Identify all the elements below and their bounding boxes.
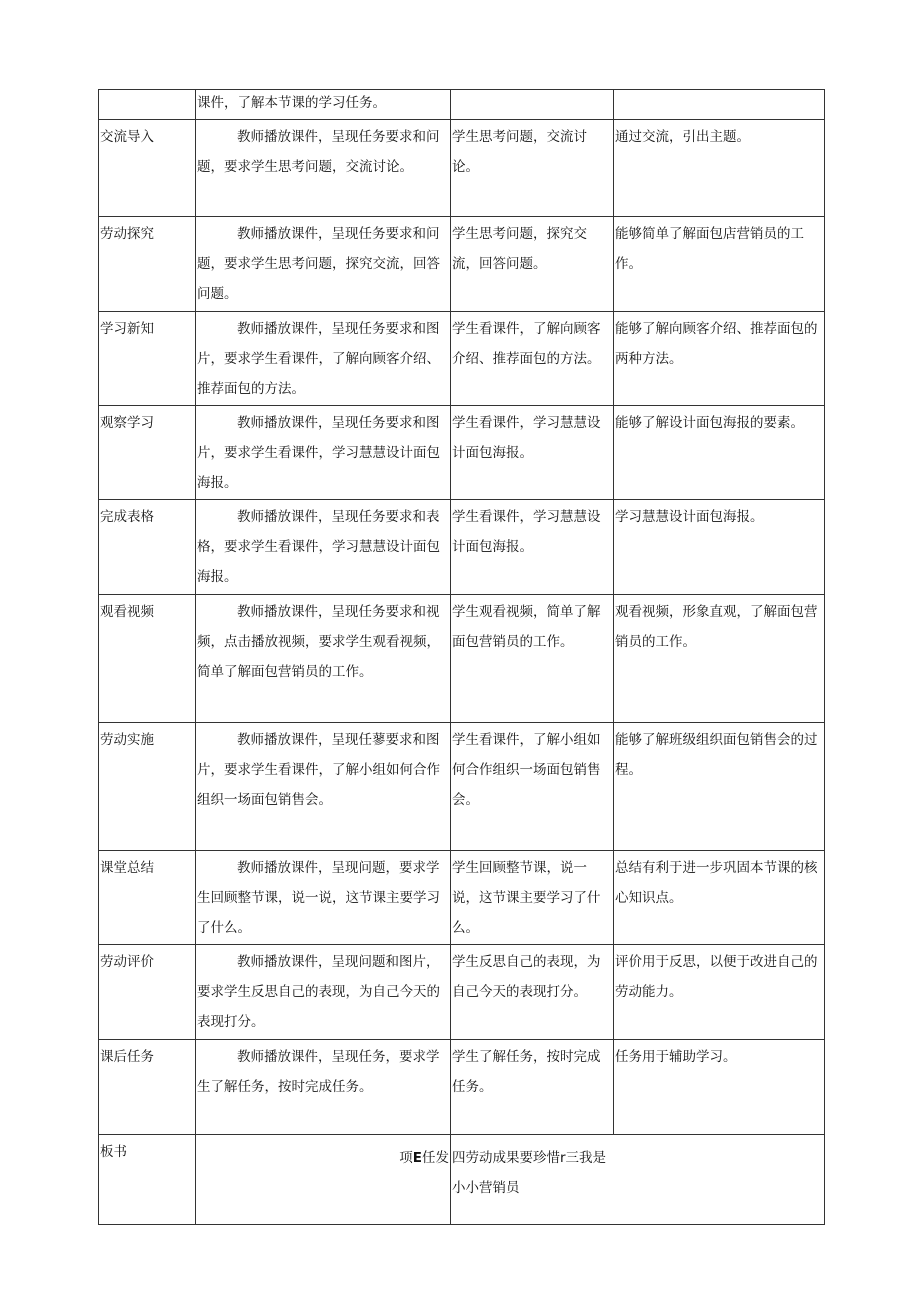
table-row [99,1040,825,1135]
design-intent-cell: 总结有利于进一步巩固本节课的核心知识点。 [614,851,825,945]
teacher-activity-cell: 教师播放课件，呈现任务要求和图片，要求学生看课件，了解向顾客介绍、推荐面包的方法。 [197,321,440,397]
design-intent-cell: 通过交流，引出主题。 [614,120,825,217]
table-row [99,90,825,120]
teacher-activity-cell: 教师播放课件，呈现任务要求和问题，要求学生思考问题，交流讨论。 [197,129,440,175]
student-activity-cell: 学生回顾整节课，说一说，这节课主要学习了什么。 [451,851,614,945]
student-activity-cell: 学生看课件，了解小组如何合作组织一场面包销售会。 [451,723,614,851]
table-row [99,120,825,217]
table-row [99,500,825,595]
teacher-activity-cell: 教师播放课件，呈现任务，要求学生了解任务，按时完成任务。 [197,1049,440,1095]
teacher-activity-cell: 教师播放课件，呈现问题，要求学生回顾整节课，说一说，这节课主要学习了什么。 [197,860,440,936]
student-activity-cell: 学生了解任务，按时完成任务。 [451,1040,614,1135]
stage-cell: 完成表格 [99,500,196,595]
table-row [99,723,825,851]
design-intent-cell: 观看视频，形象直观，了解面包营销员的工作。 [614,595,825,723]
student-activity-cell: 学生看课件，学习慧慧设计面包海报。 [451,406,614,500]
table-row [99,217,825,312]
stage-cell: 劳动实施 [99,723,196,851]
design-intent-cell: 能够了解设计面包海报的要素。 [614,406,825,500]
board-writing-row [99,1135,825,1225]
stage-cell: 劳动评价 [99,945,196,1040]
board-left-prefix: 项 [399,1150,413,1166]
design-intent-cell: 任务用于辅助学习。 [614,1040,825,1135]
stage-cell: 观察学习 [99,406,196,500]
stage-cell: 劳动探究 [99,217,196,312]
student-activity-cell: 学生反思自己的表现，为自己今天的表现打分。 [451,945,614,1040]
stage-cell: 课后任务 [99,1040,196,1135]
design-intent-cell: 评价用于反思，以便于改进自己的劳动能力。 [614,945,825,1040]
board-writing-left [196,1135,451,1225]
teacher-activity-cell: 教师播放课件，呈现任务要求和图片，要求学生看课件，学习慧慧设计面包海报。 [197,415,440,491]
table-row [99,851,825,945]
stage-cell [99,90,196,120]
stage-cell: 观看视频 [99,595,196,723]
board-writing-right [451,1135,825,1225]
teacher-activity-cell: 教师播放课件，呈现任务要求和问题，要求学生思考问题，探究交流，回答问题。 [197,226,440,302]
student-activity-cell: 学生思考问题，交流讨论。 [451,120,614,217]
table-row [99,945,825,1040]
design-intent-cell: 能够了解向顾客介绍、推荐面包的两种方法。 [614,312,825,406]
stage-cell: 交流导入 [99,120,196,217]
design-intent-cell [614,90,825,120]
teacher-activity-cell: 教师播放课件，呈现任务要求和视频，点击播放视频，要求学生观看视频，简单了解面包营销员的工作。 [197,604,440,680]
stage-cell: 学习新知 [99,312,196,406]
board-left-suffix: 任发 [422,1150,449,1166]
teacher-activity-cell: 课件，了解本节课的学习任务。 [196,90,451,120]
teacher-activity-cell: 教师播放课件，呈现任务要求和表格，要求学生看课件，学习慧慧设计面包海报。 [197,509,440,585]
lesson-plan-table [98,89,825,1225]
teacher-activity-cell: 教师播放课件，呈现问题和图片，要求学生反思自己的表现，为自己今天的表现打分。 [197,954,440,1030]
student-activity-cell: 学生思考问题，探究交流，回答问题。 [451,217,614,312]
student-activity-cell: 学生看课件，学习慧慧设计面包海报。 [451,500,614,595]
student-activity-cell: 学生观看视频，简单了解面包营销员的工作。 [451,595,614,723]
design-intent-cell: 能够简单了解面包店营销员的工作。 [614,217,825,312]
table-row [99,312,825,406]
student-activity-cell: 学生看课件，了解向顾客介绍、推荐面包的方法。 [451,312,614,406]
stage-cell: 课堂总结 [99,851,196,945]
design-intent-cell: 学习慧慧设计面包海报。 [614,500,825,595]
design-intent-cell: 能够了解班级组织面包销售会的过程。 [614,723,825,851]
board-left-bold: E [412,1150,422,1166]
table-row [99,406,825,500]
student-activity-cell [451,90,614,120]
teacher-activity-cell: 教师播放课件，呈现任蓼要求和图片，要求学生看课件，了解小组如何合作组织一场面包销售会。 [197,732,440,808]
board-right-text: 四劳动成果要珍惜r三我是小小营销员 [452,1150,607,1196]
board-label: 板书 [99,1135,196,1225]
table-row [99,595,825,723]
